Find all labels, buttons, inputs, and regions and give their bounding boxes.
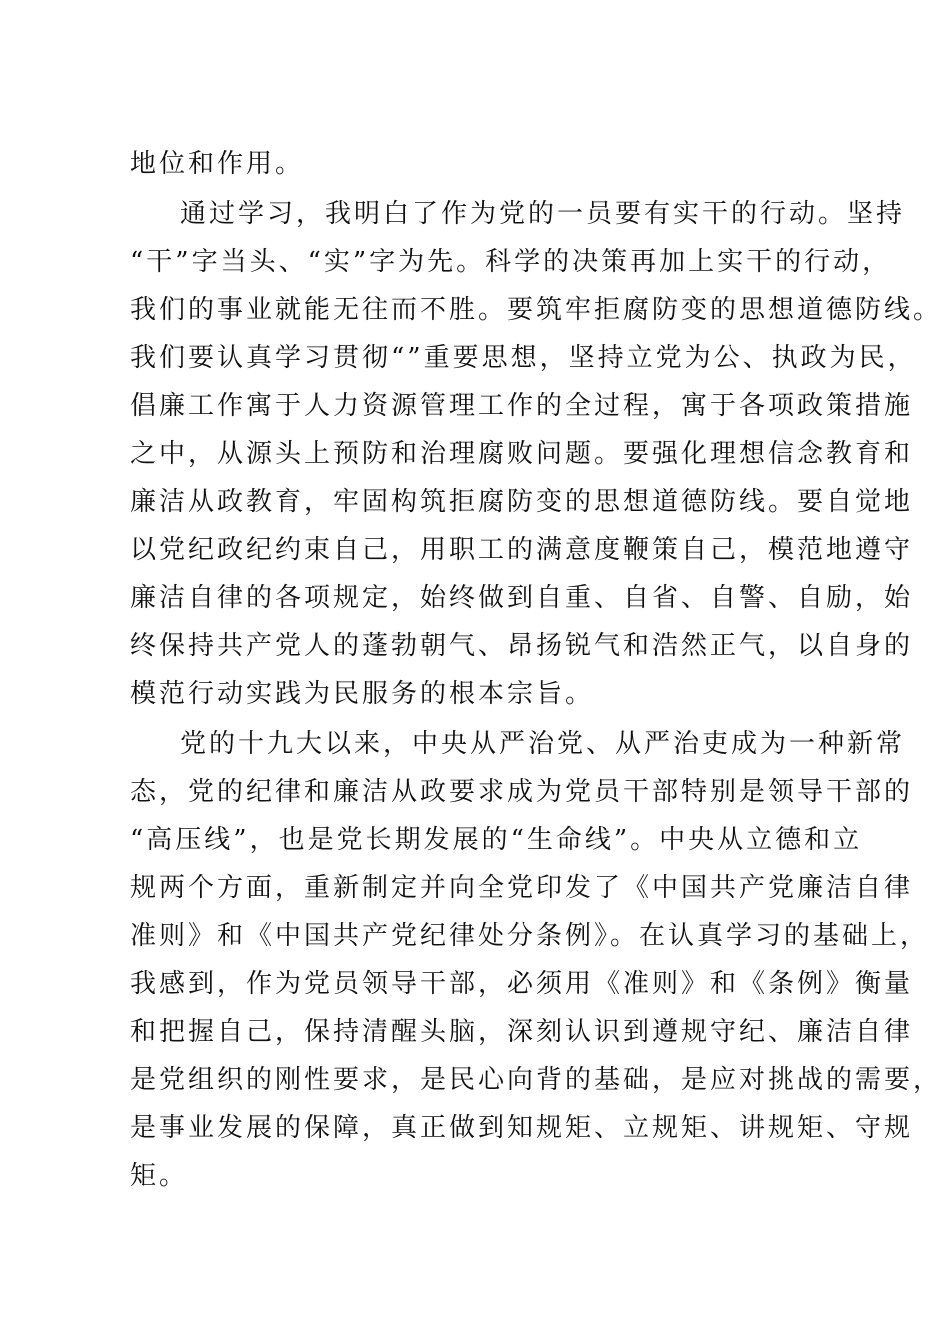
text-line: 廉洁自律的各项规定，始终做到自重、自省、自警、自励，始 (130, 583, 914, 613)
text-line: 态，党的纪律和廉洁从政要求成为党员干部特别是领导干部的 (130, 777, 914, 807)
text-line: 是事业发展的保障，真正做到知规矩、立规矩、讲规矩、守规 (130, 1113, 914, 1143)
text-line: 终保持共产党人的蓬勃朝气、昂扬锐气和浩然正气，以自身的 (130, 631, 914, 661)
text-line: 廉洁从政教育，牢固构筑拒腐防变的思想道德防线。要自觉地 (130, 487, 914, 517)
text-line: 我们要认真学习贯彻“”重要思想，坚持立党为公、执政为民， (130, 343, 917, 373)
text-line: 模范行动实践为民服务的根本宗旨。 (130, 679, 595, 709)
text-line: 矩。 (130, 1161, 189, 1191)
text-line: 准则》和《中国共产党纪律处分条例》。在认真学习的基础上， (130, 921, 930, 951)
text-line: 我感到，作为党员领导干部，必须用《准则》和《条例》衡量 (130, 969, 914, 999)
text-line: 地位和作用。 (130, 149, 305, 179)
paragraph-first-line: 党的十九大以来，中央从严治党、从严治吏成为一种新常 (180, 729, 906, 759)
text-line: 之中，从源头上预防和治理腐败问题。要强化理想信念教育和 (130, 439, 914, 469)
text-line: 以党纪政纪约束自己，用职工的满意度鞭策自己，模范地遵守 (130, 535, 914, 565)
text-line: 是党组织的刚性要求，是民心向背的基础，是应对挑战的需要， (130, 1065, 943, 1095)
text-line: “干”字当头、“实”字为先。科学的决策再加上实干的行动， (130, 247, 892, 277)
text-line: 规两个方面，重新制定并向全党印发了《中国共产党廉洁自律 (130, 873, 914, 903)
text-line: 我们的事业就能无往而不胜。要筑牢拒腐防变的思想道德防线。 (130, 295, 943, 325)
text-line: “高压线”，也是党长期发展的“生命线”。中央从立德和立 (130, 825, 863, 855)
paragraph-first-line: 通过学习，我明白了作为党的一员要有实干的行动。坚持 (180, 199, 906, 229)
text-line: 和把握自己，保持清醒头脑，深刻认识到遵规守纪、廉洁自律 (130, 1017, 914, 1047)
text-line: 倡廉工作寓于人力资源管理工作的全过程，寓于各项政策措施 (130, 391, 914, 421)
